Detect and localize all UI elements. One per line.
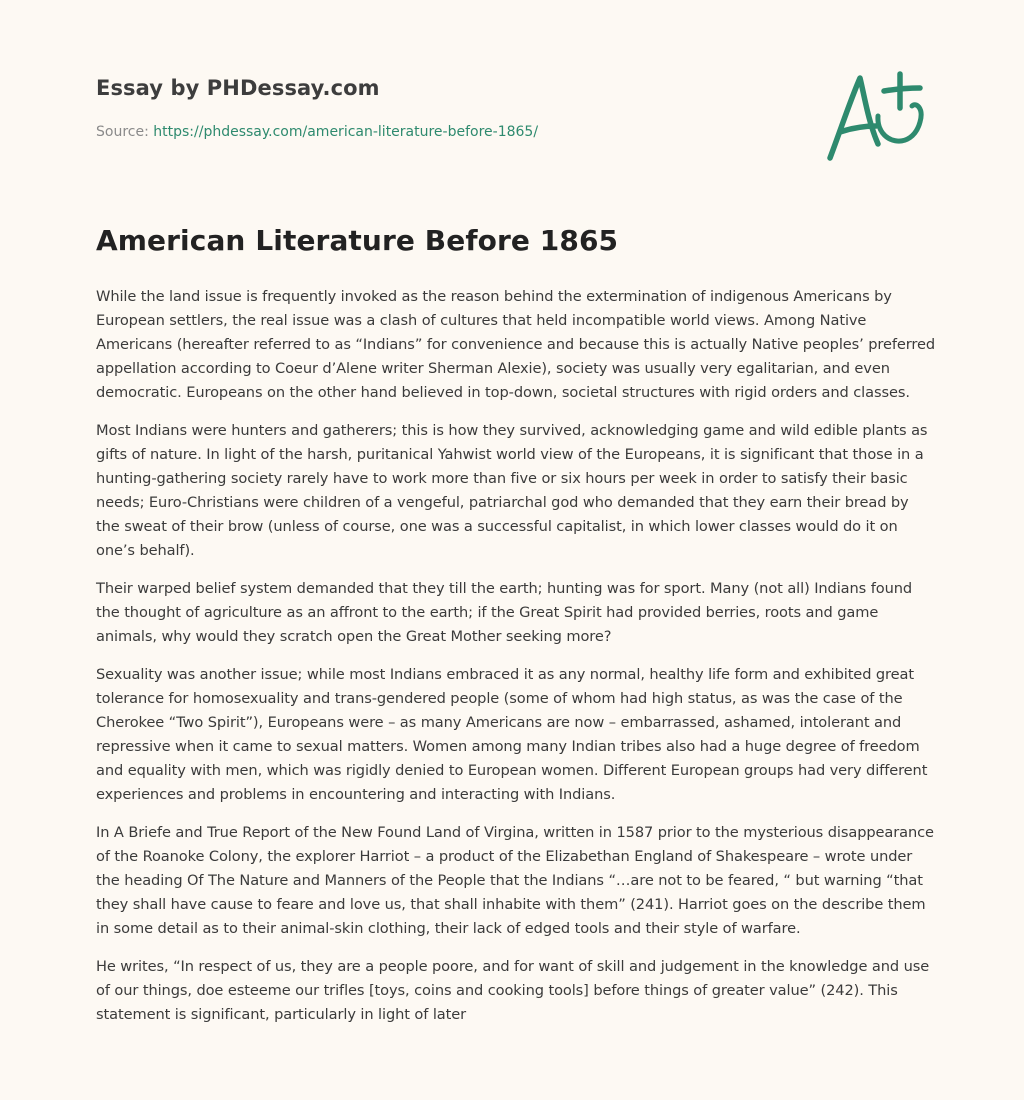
paragraph: He writes, “In respect of us, they are a people poore, and for want of skill and judgement in the knowledge and use of our things, doe esteeme our trifles [toys, coins and cooking tools] before things of greater value” (242). This statement is significant, particularly in light of later <box>96 958 930 1023</box>
paragraph: Their warped belief system demanded that they till the earth; hunting was for sport. Many (not all) Indians found the thought of agriculture as an affront to the earth; if the Great Spirit had provided berries, roots and game animals, why would they scratch open the Great Mother seeking more? <box>96 580 913 645</box>
paragraph: Sexuality was another issue; while most Indians embraced it as any normal, healthy life form and exhibited great tolerance for homosexuality and trans-gendered people (some of whom had high status, as was the case of the Cherokee “Two Spirit”), Europeans were – as many Americans are now – embarrassed, ashamed, intolerant and repressive when it came to sexual matters. Women among many Indian tribes also had a huge degree of freedom and equality with men, which was rigidly denied to European women. Different European groups had very different experiences and problems in encountering and interacting with Indians. <box>96 666 928 803</box>
source-link[interactable]: https://phdessay.com/american-literature-before-1865/ <box>153 124 539 140</box>
source-line <box>96 124 538 140</box>
paragraph: Most Indians were hunters and gatherers; this is how they survived, acknowledging game and wild edible plants as gifts of nature. In light of the harsh, puritanical Yahwist world view of the Europeans, it is significant that those in a hunting-gathering society rarely have to work more than five or six hours per week in order to satisfy their basic needs; Euro-Christians were children of a vengeful, patriarchal god who demanded that they earn their bread by the sweat of their brow (unless of course, one was a successful capitalist, in which lower classes would do it on one’s behalf). <box>96 422 928 559</box>
essay-title: American Literature Before 1865 <box>96 224 619 257</box>
paragraph: While the land issue is frequently invoked as the reason behind the extermination of indigenous Americans by European settlers, the real issue was a clash of cultures that held incompatible world views. Among Native Americans (hereafter referred to as “Indians” for convenience and because this is actually Native peoples’ preferred appellation according to Coeur d’Alene writer Sherman Alexie), society was usually very egalitarian, and even democratic. Europeans on the other hand believed in top-down, societal structures with rigid orders and classes. <box>96 288 936 401</box>
paragraph: In A Briefe and True Report of the New Found Land of Virgina, written in 1587 prior to the mysterious disappearance of the Roanoke Colony, the explorer Harriot – a product of the Elizabethan England of Shakespeare – wrote under the heading Of The Nature and Manners of the People that the Indians “…are not to be feared, “ but warning “that they shall have cause to feare and love us, that shall inhabite with them” (241). Harriot goes on the describe them in some detail as to their animal-skin clothing, their lack of edged tools and their style of warfare. <box>96 824 934 937</box>
source-label: Source: <box>96 124 154 140</box>
essay-body <box>96 285 936 1041</box>
a-plus-logo-icon <box>820 66 930 166</box>
site-brand: Essay by PHDessay.com <box>96 76 380 100</box>
